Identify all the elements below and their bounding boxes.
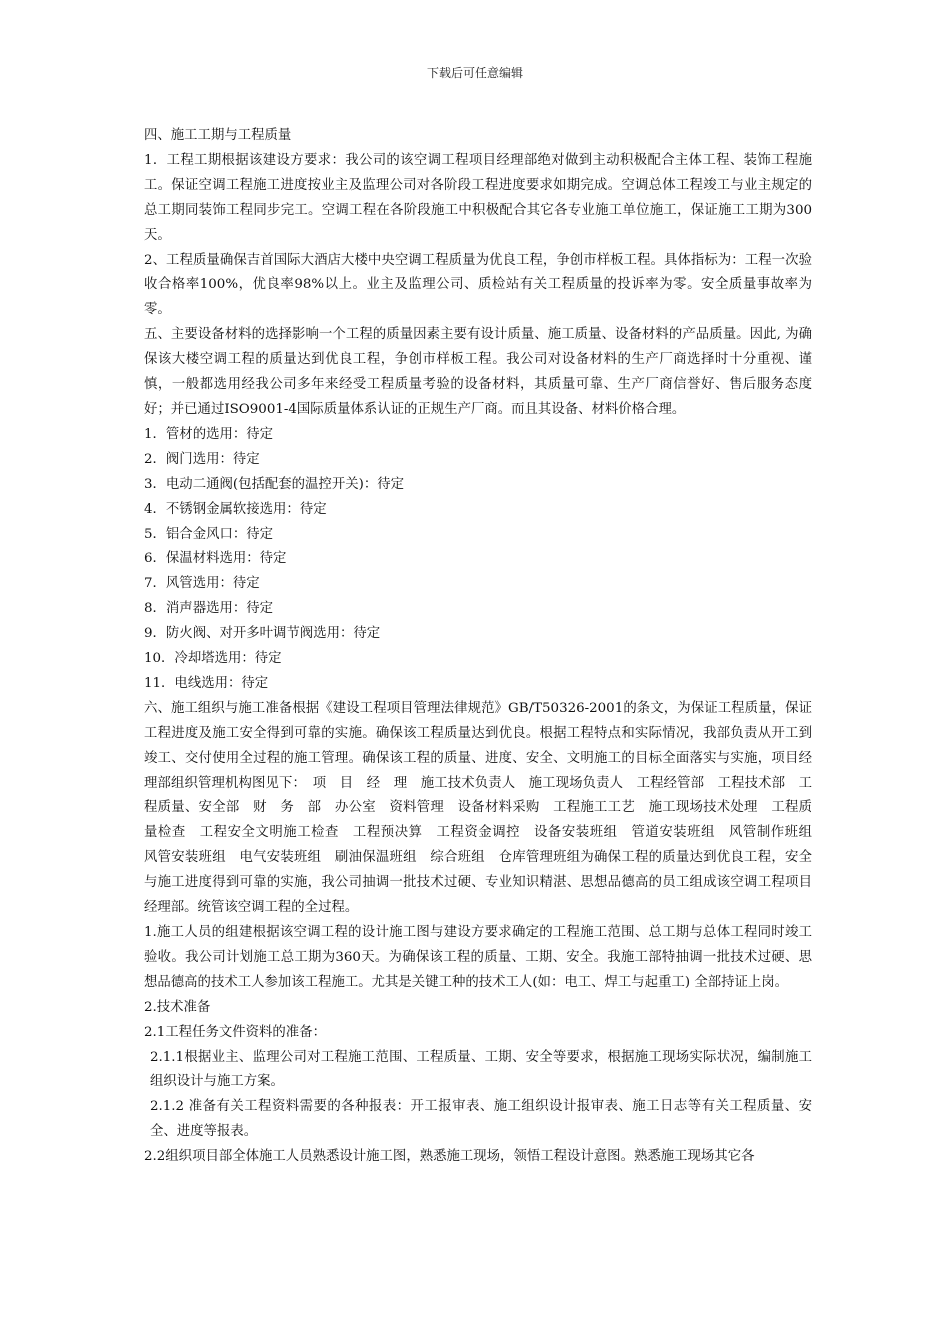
paragraph: 2.2组织项目部全体施工人员熟悉设计施工图，熟悉施工现场，领悟工程设计意图。熟悉施工现场其它各: [144, 1149, 755, 1165]
document-body: [144, 124, 826, 1170]
page-header: 下载后可任意编辑: [426, 66, 523, 80]
section-heading-5: 五、主要设备材料的选择影响一个工程的质量因素主要有设计质量、施工质量、设备材料的产品质量。因此, 为确保该大楼空调工程的质量达到优良工程，争创市样板工程。我公司对设备材料的生产厂商选择时十分重视、谨慎，一般都选用经我公司多年来经受工程质量考验的设备材料，其质量可靠、生产厂商信誉好、售后服务态度好；并已通过ISO9001-4国际质量体系认证的正规生产厂商。而且其设备、材料价格合理。: [144, 327, 812, 417]
list-item: 10．冷却塔选用：待定: [144, 651, 282, 667]
list-item: 1．管材的选用：待定: [144, 426, 274, 442]
list-item: 7．风管选用：待定: [144, 576, 260, 592]
list-item: 6．保温材料选用：待定: [144, 551, 287, 567]
list-item: 8．消声器选用：待定: [144, 601, 274, 617]
paragraph: 2.1.2 准备有关工程资料需要的各种报表：开工报审表、施工组织设计报审表、施工日志等有关工程质量、安全、进度等报表。: [150, 1099, 812, 1140]
paragraph: 1.施工人员的组建根据该空调工程的设计施工图与建设方要求确定的工程施工范围、总工期与总体工程同时竣工验收。我公司计划施工总工期为360天。为确保该工程的质量、工期、安全。我施工部特抽调一批技术过硬、思想品德高的技术工人参加该工程施工。尤其是关键工种的技术工人(如：电工、焊工与起重工) 全部持证上岗。: [144, 925, 812, 990]
paragraph: 2、工程质量确保吉首国际大酒店大楼中央空调工程质量为优良工程，争创市样板工程。具体指标为：工程一次验收合格率100%，优良率98%以上。业主及监理公司、质检站有关工程质量的投诉率为零。安全质量事故率为零。: [144, 252, 812, 318]
subheading: 2.技术准备: [144, 999, 211, 1015]
section-heading-6: 六、施工组织与施工准备根据《建设工程项目管理法律规范》GB/T50326-2001的条文，为保证工程质量，保证工程进度及施工安全得到可靠的实施。确保该工程质量达到优良。根据工程特点和实际情况，我部负责从开工到竣工、交付使用全过程的施工管理。确保该工程的质量、进度、安全、文明施工的目标全面落实与实施，项目经理部组织管理机构图见下： 项 目 经 理 施工技术负责人 施工现场负责人 工程经管部 工程技术部 工程质量、安全部 财 务 部 办公室 资料管理 设备材料采购 工程施工工艺 施工现场技术处理 工程质量检查 工程安全文明施工检查 工程预决算 工程资金调控 设备安装班组 管道安装班组 风管制作班组 风管安装班组 电气安装班组 刷油保温班组 综合班组 仓库管理班组为确保工程的质量达到优良工程，安全与施工进度得到可靠的实施，我公司抽调一批技术过硬、专业知识精湛、思想品德高的员工组成该空调工程项目经理部。统管该空调工程的全过程。: [144, 700, 826, 916]
list-item: 3．电动二通阀(包括配套的温控开关)：待定: [144, 476, 404, 492]
list-item: 4．不锈钢金属软接选用：待定: [144, 501, 327, 517]
section-heading-4: 四、施工工期与工程质量: [144, 128, 292, 143]
list-item: 9．防火阀、对开多叶调节阀选用：待定: [144, 626, 381, 642]
list-item: 2．阀门选用：待定: [144, 451, 260, 467]
paragraph: 2.1.1根据业主、监理公司对工程施工范围、工程质量、工期、安全等要求，根据施工现场实际状况，编制施工组织设计与施工方案。: [150, 1049, 812, 1090]
list-item: 5．铝合金风口：待定: [144, 526, 274, 542]
subheading: 2.1工程任务文件资料的准备：: [144, 1024, 326, 1040]
list-item: 11．电线选用：待定: [144, 675, 269, 691]
paragraph: 1．工程工期根据该建设方要求：我公司的该空调工程项目经理部绝对做到主动积极配合主体工程、装饰工程施工。保证空调工程施工进度按业主及监理公司对各阶段工程进度要求如期完成。空调总体工程竣工与业主规定的总工期同装饰工程同步完工。空调工程在各阶段施工中积极配合其它各专业施工单位施工，保证施工工期为300天。: [144, 152, 812, 243]
